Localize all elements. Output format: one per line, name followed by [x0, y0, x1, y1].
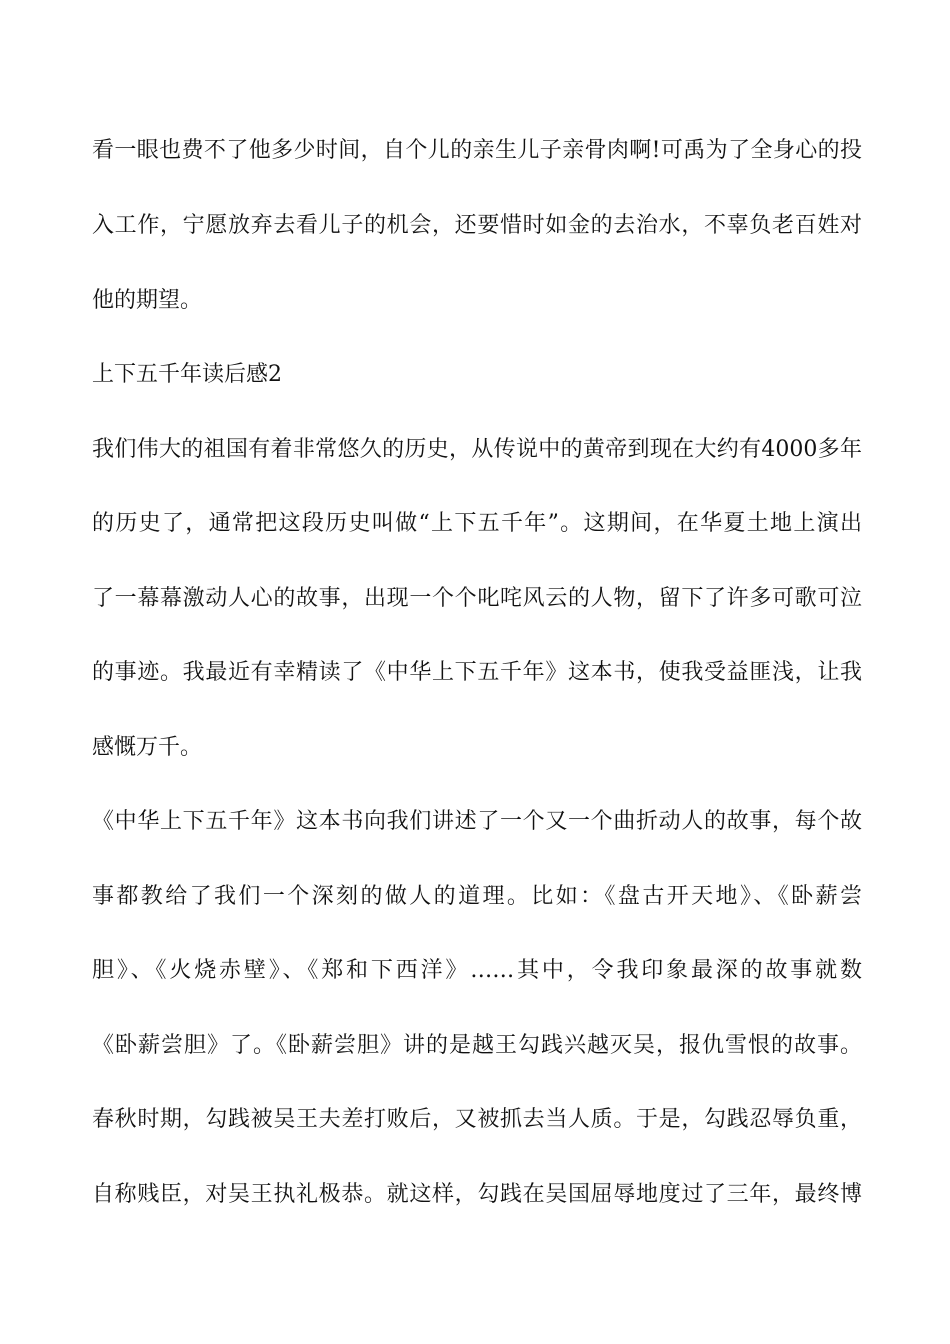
paragraph-3-line-1: 《中华上下五千年》这本书向我们讲述了一个又一个曲折动人的故事，每个故: [92, 809, 862, 834]
paragraph-2-line-4: 的事迹。我最近有幸精读了《中华上下五千年》这本书，使我受益匪浅，让我: [92, 660, 862, 685]
paragraph-2-line-3: 了一幕幕激动人心的故事，出现一个个叱咤风云的人物，留下了许多可歌可泣: [92, 586, 862, 611]
paragraph-3-line-4: 《卧薪尝胆》了。《卧薪尝胆》讲的是越王勾践兴越灭吴，报仇雪恨的故事。: [92, 1033, 862, 1058]
paragraph-3-line-3: 胆》、《火烧赤壁》、《郑和下西洋》……其中，令我印象最深的故事就数: [92, 958, 862, 983]
section-heading: 上下五千年读后感2: [92, 362, 282, 387]
paragraph-3-line-6: 自称贱臣，对吴王执礼极恭。就这样，勾践在吴国屈辱地度过了三年，最终博: [92, 1182, 862, 1207]
paragraph-1-line-3: 他的期望。: [92, 288, 203, 313]
paragraph-3-line-5: 春秋时期，勾践被吴王夫差打败后，又被抓去当人质。于是，勾践忍辱负重，: [92, 1107, 862, 1132]
paragraph-1-line-2: 入工作，宁愿放弃去看儿子的机会，还要惜时如金的去治水，不辜负老百姓对: [92, 213, 862, 238]
paragraph-1-line-1: 看一眼也费不了他多少时间，自个儿的亲生儿子亲骨肉啊!可禹为了全身心的投: [92, 138, 862, 163]
paragraph-3-line-2: 事都教给了我们一个深刻的做人的道理。比如：《盘古开天地》、《卧薪尝: [92, 884, 862, 909]
paragraph-2-line-2: 的历史了，通常把这段历史叫做“上下五千年”。这期间，在华夏土地上演出: [92, 511, 862, 536]
paragraph-2-line-5: 感慨万千。: [92, 735, 203, 760]
paragraph-2-line-1: 我们伟大的祖国有着非常悠久的历史，从传说中的黄帝到现在大约有4000多年: [92, 437, 862, 462]
